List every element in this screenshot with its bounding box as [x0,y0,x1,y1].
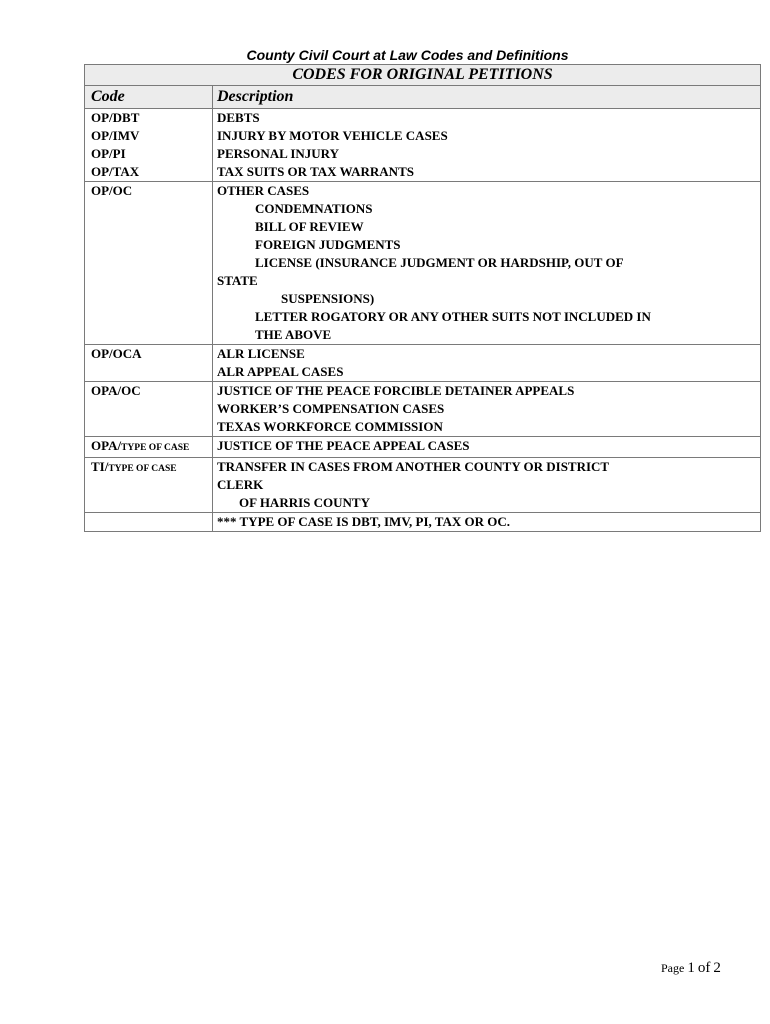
code-value: OP/DBT [91,110,140,125]
description-cell [213,182,761,345]
total-pages: 2 [713,960,721,976]
description-cell [213,382,761,437]
code-value: OP/PI [91,146,126,161]
code-prefix: OPA/ [91,438,122,453]
table-row [85,345,761,382]
description-column-header: Description [213,86,761,109]
description-line: JUSTICE OF THE PEACE APPEAL CASES [217,438,470,453]
description-line: FOREIGN JUDGMENTS [255,237,401,252]
section-heading: CODES FOR ORIGINAL PETITIONS [85,65,761,86]
description-line: SUSPENSIONS) [281,291,375,306]
table-row [85,182,761,345]
empty-code-cell [85,513,213,532]
description-cell [213,437,761,458]
table-row [85,458,761,513]
description-line: DEBTS [217,110,260,125]
description-line: CLERK [217,477,264,492]
description-line: ALR APPEAL CASES [217,364,344,379]
code-cell [85,109,213,182]
description-line: INJURY BY MOTOR VEHICLE CASES [217,128,448,143]
code-cell [85,182,213,345]
code-value [91,437,212,457]
description-line: TAX SUITS OR TAX WARRANTS [217,164,414,179]
description-line: TRANSFER IN CASES FROM ANOTHER COUNTY OR DISTRICT [217,459,610,474]
of-word: of [697,960,711,976]
code-suffix: TYPE OF CASE [108,464,177,474]
description-cell [213,458,761,513]
codes-table [84,64,761,532]
code-value: OP/IMV [91,128,140,143]
description-line: WORKER’S COMPENSATION CASES [217,401,445,416]
current-page: 1 [687,960,695,976]
page-word: Page [661,961,685,975]
code-value: OP/OC [91,183,133,198]
description-line: OTHER CASES [217,183,310,198]
table-row [85,382,761,437]
description-line: JUSTICE OF THE PEACE FORCIBLE DETAINER APPEALS [217,383,575,398]
code-prefix: TI/ [91,459,109,474]
description-line: TEXAS WORKFORCE COMMISSION [217,419,443,434]
description-line: THE ABOVE [255,327,332,342]
page-number [661,958,721,978]
description-line: OF HARRIS COUNTY [239,495,370,510]
footnote-row [85,513,761,532]
description-line: ALR LICENSE [217,346,305,361]
description-line: LICENSE (INSURANCE JUDGMENT OR HARDSHIP, OUT OF [255,255,624,270]
description-line: LETTER ROGATORY OR ANY OTHER SUITS NOT INCLUDED IN [255,309,651,324]
description-line: BILL OF REVIEW [255,219,364,234]
column-header-row [85,86,761,109]
description-line: CONDEMNATIONS [255,201,373,216]
code-value: OPA/OC [91,383,141,398]
description-cell [213,345,761,382]
code-value: OP/TAX [91,164,140,179]
code-suffix: TYPE OF CASE [121,443,190,453]
table-row [85,437,761,458]
description-line: PERSONAL INJURY [217,146,339,161]
code-cell [85,437,213,458]
description-line: STATE [217,273,258,288]
code-cell [85,345,213,382]
table-row [85,109,761,182]
code-cell [85,458,213,513]
description-cell [213,109,761,182]
code-column-header: Code [85,86,213,109]
code-cell [85,382,213,437]
footnote: *** TYPE OF CASE IS DBT, IMV, PI, TAX OR OC. [213,513,761,532]
code-value [91,458,212,478]
code-value: OP/OCA [91,346,142,361]
document-title: County Civil Court at Law Codes and Definitions [246,47,569,63]
section-heading-row [85,65,761,86]
